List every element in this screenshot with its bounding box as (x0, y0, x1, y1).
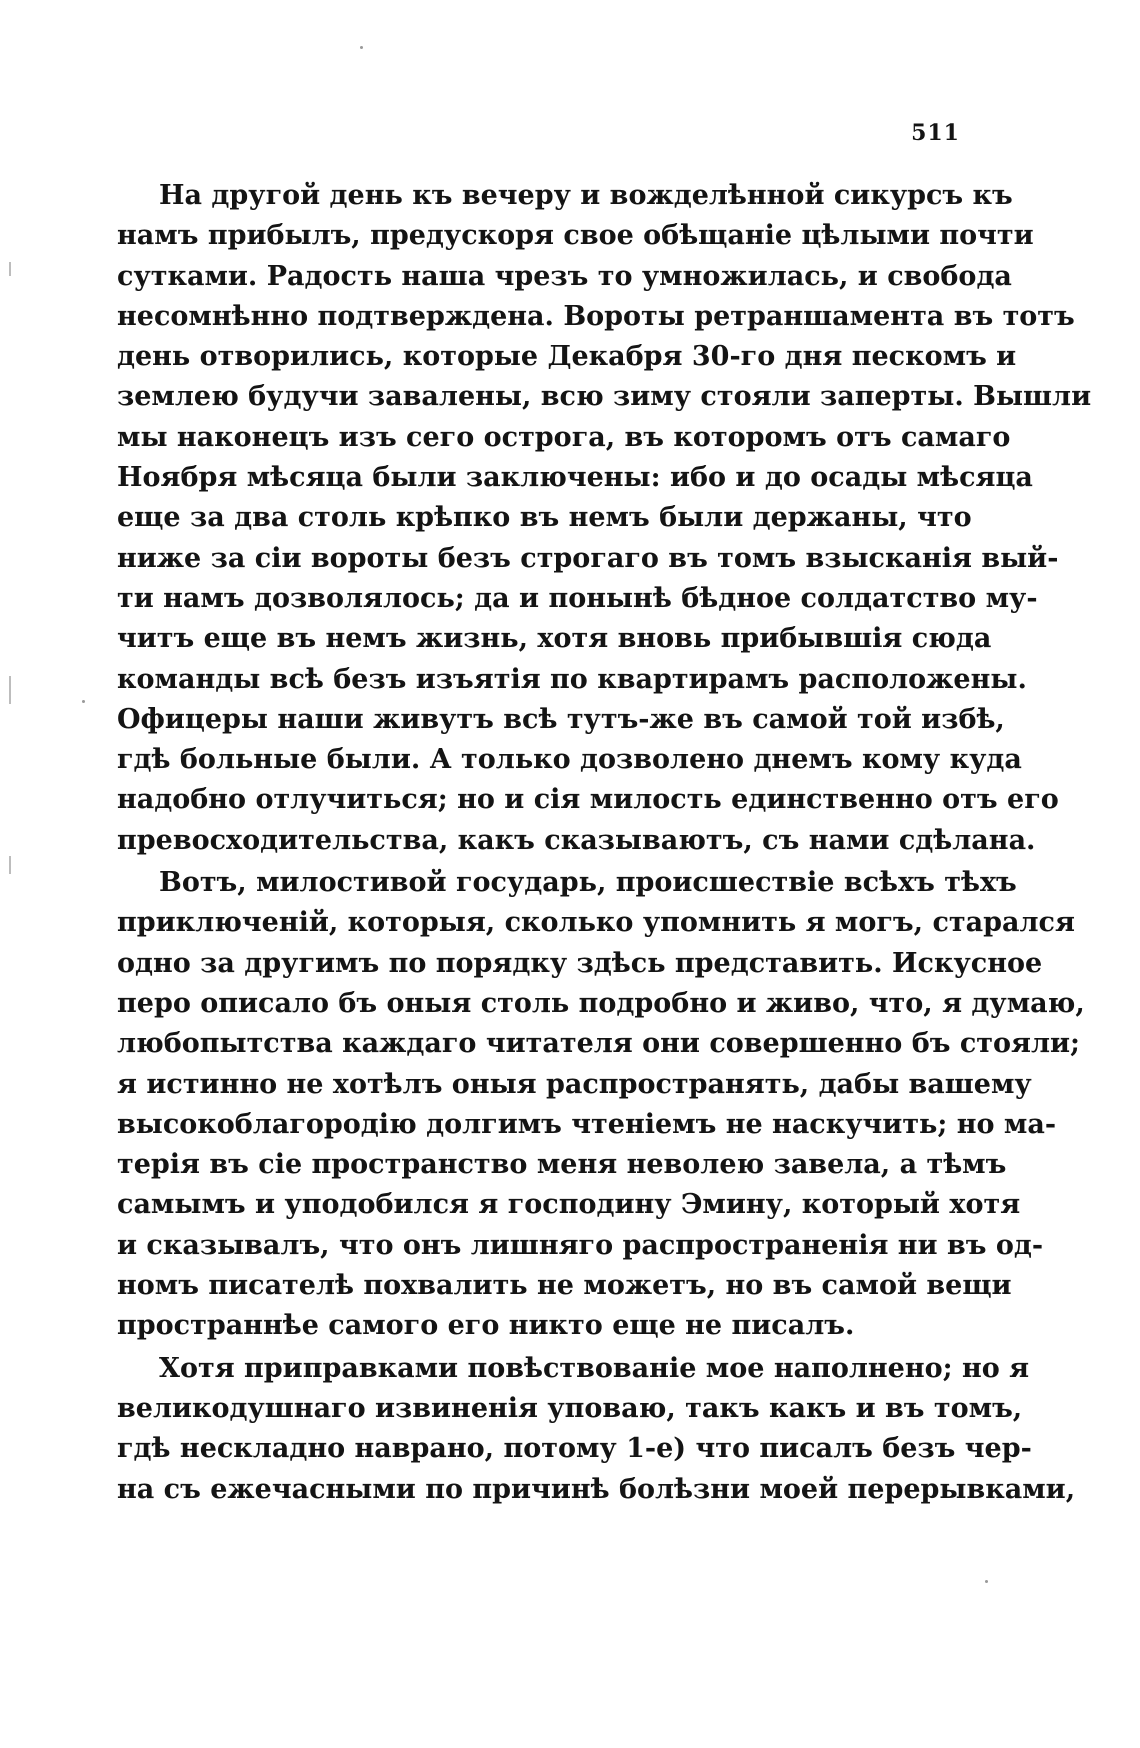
text-line: мы наконецъ изъ сего острога, въ которомъ отъ самаго (117, 421, 1011, 453)
text-line: приключеній, которыя, сколько упомнить я могъ, старался (117, 907, 1075, 939)
scan-speck (360, 46, 363, 49)
text-line: Ноября мѣсяца были заключены: ибо и до осады мѣсяца (117, 462, 1033, 494)
text-line: и сказывалъ, что онъ лишняго распространенія ни въ од- (117, 1229, 1044, 1261)
text-line: Офицеры наши живутъ всѣ тутъ-же въ самой той избѣ, (117, 703, 1005, 735)
text-line: гдѣ нескладно наврано, потому 1-е) что писалъ безъ чер- (117, 1433, 1032, 1465)
text-line: надобно отлучиться; но и сія милость единственно отъ его (117, 784, 1059, 816)
text-line: ти намъ дозволялось; да и понынѣ бѣдное солдатство му- (117, 582, 1038, 614)
text-line: пространнѣе самого его никто еще не писалъ. (117, 1310, 855, 1342)
text-line: гдѣ больные были. А только дозволено днемъ кому куда (117, 744, 1022, 776)
text-line: высокоблагородію долгимъ чтеніемъ не наскучить; но ма- (117, 1108, 1057, 1140)
text-line: читъ еще въ немъ жизнь, хотя вновь прибывшія сюда (117, 623, 992, 655)
text-line: превосходительства, какъ сказываютъ, съ нами сдѣлана. (117, 824, 1036, 856)
text-line: землею будучи завалены, всю зиму стояли заперты. Вышли (117, 381, 1092, 413)
paragraph (117, 176, 1092, 861)
scan-margin-mark (9, 676, 11, 704)
text-line: команды всѣ безъ изъятія по квартирамъ расположены. (117, 663, 1027, 695)
scan-margin-mark (9, 262, 11, 276)
paragraph (117, 863, 1085, 1347)
text-line: день отворились, которые Декабря 30-го дня пескомъ и (117, 341, 1017, 373)
text-line: Вотъ, милостивой государь, происшествіе всѣхъ тѣхъ (159, 867, 1017, 899)
text-line: еще за два столь крѣпко въ немъ были держаны, что (117, 502, 972, 534)
body-text (117, 176, 1092, 1510)
text-line: терія въ сіе пространство меня неволею завела, а тѣмъ (117, 1149, 1007, 1181)
text-line: любопытства каждаго читателя они совершенно бъ стояли; (117, 1028, 1080, 1060)
text-line: я истинно не хотѣлъ оныя распространять, дабы вашему (117, 1068, 1032, 1100)
page-number: 511 (911, 120, 960, 146)
text-line: намъ прибылъ, предускоря свое обѣщаніе цѣлыми почти (117, 220, 1034, 252)
text-line: ниже за сіи вороты безъ строгаго въ томъ взысканія вый- (117, 542, 1059, 574)
text-line: на съ ежечасными по причинѣ болѣзни моей перерывками, (117, 1473, 1076, 1505)
paragraph (117, 1349, 1076, 1510)
text-line: перо описало бъ оныя столь подробно и живо, что, я думаю, (117, 987, 1085, 1019)
scan-margin-mark (9, 856, 11, 874)
text-line: несомнѣнно подтверждена. Вороты ретраншамента въ тотъ (117, 300, 1075, 332)
text-line: Хотя приправками повѣствованіе мое наполнено; но я (159, 1352, 1030, 1384)
text-line: На другой день къ вечеру и вожделѣнной сикурсъ къ (159, 180, 1013, 211)
text-line: великодушнаго извиненія уповаю, такъ какъ и въ томъ, (117, 1392, 1023, 1424)
text-line: сутками. Радость наша чрезъ то умножилась, и свобода (117, 260, 1012, 292)
text-line: одно за другимъ по порядку здѣсь представить. Искусное (117, 947, 1043, 979)
text-line: самымъ и уподобился я господину Эмину, который хотя (117, 1189, 1021, 1221)
text-line: номъ писателѣ похвалить не можетъ, но въ самой вещи (117, 1270, 1012, 1302)
scan-speck (985, 1580, 988, 1583)
scan-speck (82, 700, 85, 703)
